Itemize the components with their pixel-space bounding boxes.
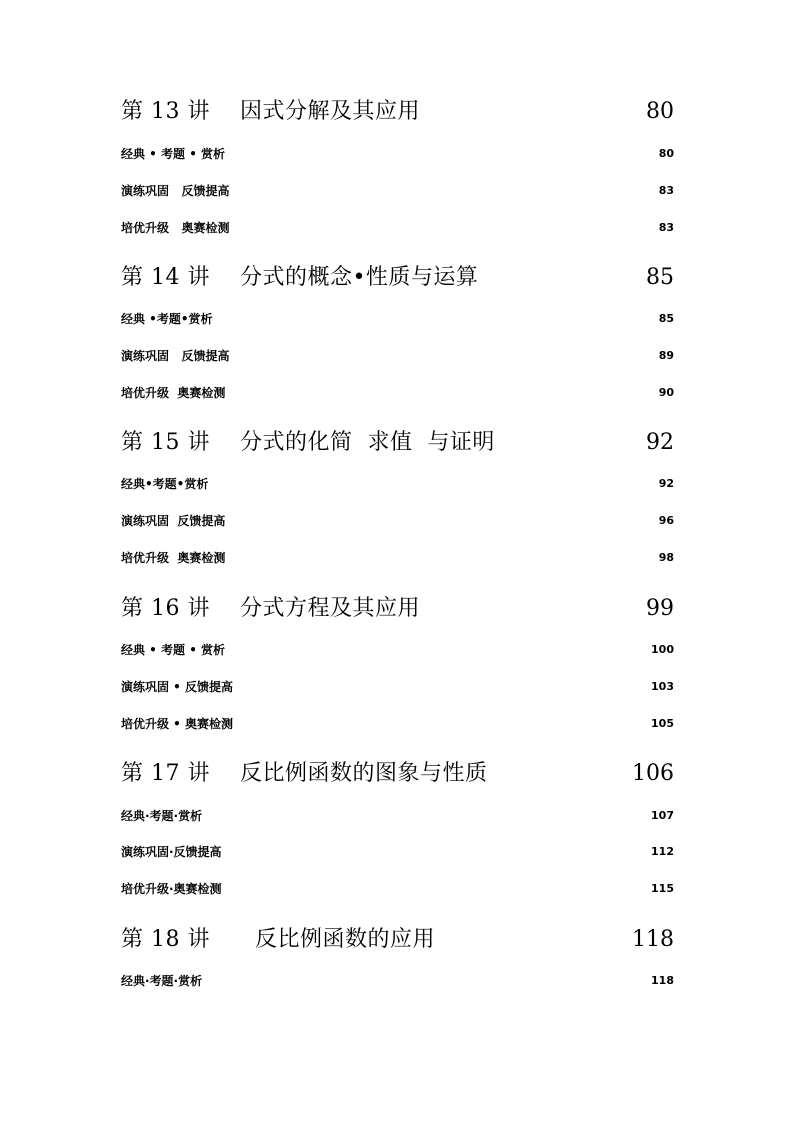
chapter-page-number: 80 bbox=[646, 99, 674, 124]
chapter-page-number: 118 bbox=[632, 927, 674, 952]
chapter-title: 第 13 讲 因式分解及其应用 bbox=[121, 99, 420, 124]
entry-page-number: 103 bbox=[651, 680, 674, 693]
toc-entry bbox=[121, 145, 674, 163]
toc-entry bbox=[121, 549, 674, 567]
entry-label: 经典 •考题•赏析 bbox=[121, 312, 213, 326]
toc-entry bbox=[121, 475, 674, 493]
chapter-page-number: 85 bbox=[646, 265, 674, 290]
toc-entry bbox=[121, 880, 674, 898]
entry-page-number: 105 bbox=[651, 717, 674, 730]
entry-page-number: 83 bbox=[658, 221, 674, 234]
entry-label: 经典 • 考题 • 赏析 bbox=[121, 147, 226, 161]
entry-page-number: 92 bbox=[658, 477, 674, 490]
chapter-heading bbox=[121, 594, 674, 624]
entry-label: 培优升级·奥赛检测 bbox=[121, 882, 222, 896]
entry-label: 演练巩固 反馈提高 bbox=[121, 184, 230, 198]
toc-entry bbox=[121, 347, 674, 365]
chapter-title: 第 17 讲 反比例函数的图象与性质 bbox=[121, 761, 488, 786]
entry-label: 培优升级 奥赛检测 bbox=[121, 221, 230, 235]
entry-page-number: 100 bbox=[651, 643, 674, 656]
toc-entry bbox=[121, 678, 674, 696]
chapter-title: 第 16 讲 分式方程及其应用 bbox=[121, 596, 420, 621]
toc-entry bbox=[121, 310, 674, 328]
entry-page-number: 90 bbox=[658, 386, 674, 399]
toc-entry bbox=[121, 219, 674, 237]
entry-label: 经典·考题·赏析 bbox=[121, 974, 203, 988]
entry-label: 培优升级 • 奥赛检测 bbox=[121, 717, 234, 731]
entry-page-number: 112 bbox=[651, 845, 674, 858]
entry-page-number: 80 bbox=[658, 147, 674, 160]
chapter-heading bbox=[121, 263, 674, 293]
entry-page-number: 89 bbox=[658, 349, 674, 362]
entry-label: 经典•考题•赏析 bbox=[121, 477, 209, 491]
entry-label: 演练巩固·反馈提高 bbox=[121, 845, 222, 859]
chapter-title: 第 15 讲 分式的化简 求值 与证明 bbox=[121, 430, 495, 455]
toc-entry bbox=[121, 182, 674, 200]
entry-page-number: 85 bbox=[658, 312, 674, 325]
entry-page-number: 96 bbox=[658, 514, 674, 527]
chapter-heading bbox=[121, 759, 674, 789]
entry-label: 培优升级 奥赛检测 bbox=[121, 551, 226, 565]
entry-page-number: 98 bbox=[658, 551, 674, 564]
toc-entry bbox=[121, 641, 674, 659]
entry-label: 培优升级 奥赛检测 bbox=[121, 386, 226, 400]
toc-entry bbox=[121, 715, 674, 733]
chapter-title: 第 14 讲 分式的概念•性质与运算 bbox=[121, 265, 479, 290]
chapter-title: 第 18 讲 反比例函数的应用 bbox=[121, 927, 435, 952]
entry-label: 演练巩固 反馈提高 bbox=[121, 349, 230, 363]
entry-label: 演练巩固 • 反馈提高 bbox=[121, 680, 234, 694]
entry-page-number: 115 bbox=[651, 882, 674, 895]
chapter-page-number: 106 bbox=[632, 761, 674, 786]
toc-entry bbox=[121, 807, 674, 825]
entry-label: 经典·考题·赏析 bbox=[121, 809, 203, 823]
entry-label: 演练巩固 反馈提高 bbox=[121, 514, 226, 528]
entry-page-number: 83 bbox=[658, 184, 674, 197]
entry-page-number: 107 bbox=[651, 809, 674, 822]
chapter-page-number: 99 bbox=[646, 596, 674, 621]
entry-page-number: 118 bbox=[651, 974, 674, 987]
toc-entry bbox=[121, 384, 674, 402]
chapter-page-number: 92 bbox=[646, 430, 674, 455]
chapter-heading bbox=[121, 925, 674, 955]
chapter-heading bbox=[121, 97, 674, 127]
toc-entry bbox=[121, 843, 674, 861]
toc-entry bbox=[121, 972, 674, 990]
entry-label: 经典 • 考题 • 赏析 bbox=[121, 643, 226, 657]
chapter-heading bbox=[121, 428, 674, 458]
toc-entry bbox=[121, 512, 674, 530]
